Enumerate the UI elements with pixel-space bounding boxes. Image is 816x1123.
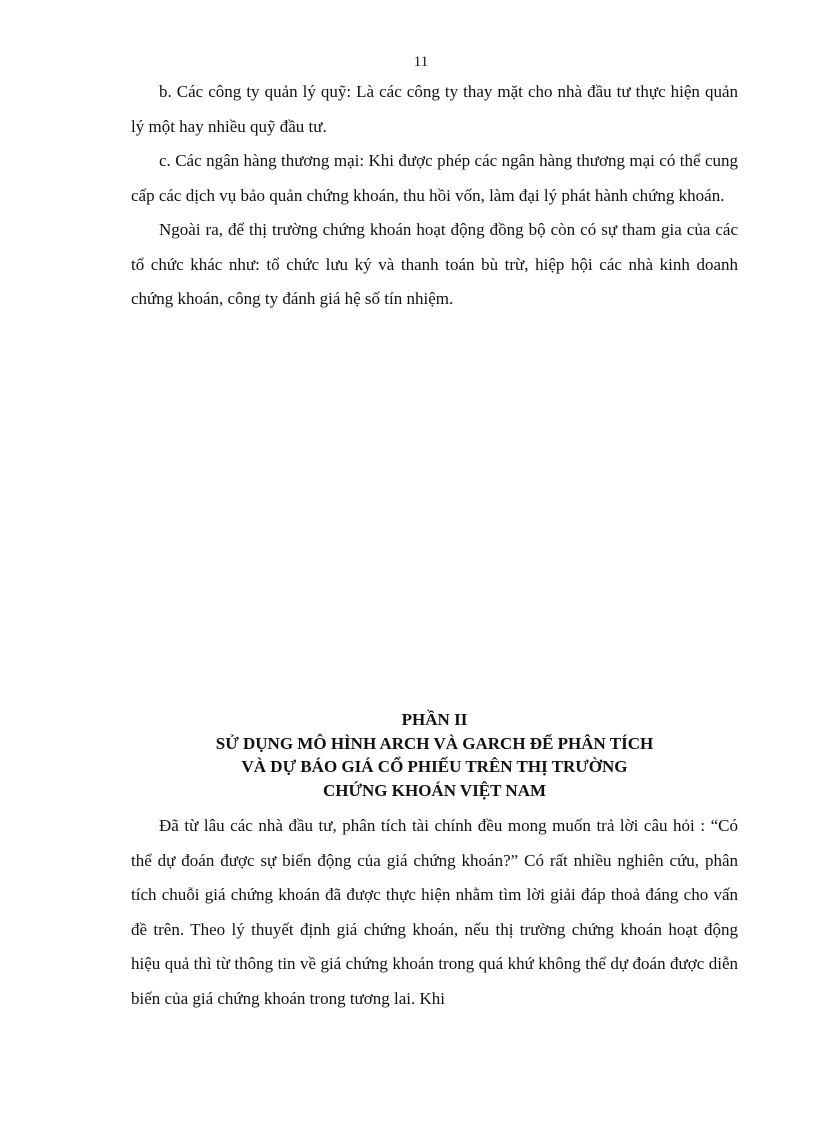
section-heading [131,708,738,802]
paragraph-commercial-banks: c. Các ngân hàng thương mại: Khi được phép các ngân hàng thương mại có thể cung cấp các dịch vụ bảo quản chứng khoán, thu hồi vốn, làm đại lý phát hành chứng khoán. [131,151,738,205]
paragraph-intro: Đã từ lâu các nhà đầu tư, phân tích tài chính đều mong muốn trả lời câu hỏi : “Có thể dự đoán được sự biến động của giá chứng khoán?” Có rất nhiều nghiên cứu, phân tích chuỗi giá chứng khoán đã được thực hiện nhằm tìm lời giải đáp thoả đáng cho vấn đề trên. Theo lý thuyết định giá chứng khoán, nếu thị trường chứng khoán hoạt động hiệu quả thì từ thông tin về giá chứng khoán trong quá khứ không thể dự đoán được diễn biến của giá chứng khoán trong tương lai. Khi [131,816,738,1008]
body-text-top [131,75,738,317]
section-title-line: VÀ DỰ BÁO GIÁ CỔ PHIẾU TRÊN THỊ TRƯỜNG [241,757,628,776]
body-text-bottom [131,809,738,1016]
section-title-line: CHỨNG KHOÁN VIỆT NAM [322,780,547,800]
paragraph-other-organizations: Ngoài ra, để thị trường chứng khoán hoạt động đồng bộ còn có sự tham gia của các tổ chức khác như: tổ chức lưu ký và thanh toán bù trừ, hiệp hội các nhà kinh doanh chứng khoán, công ty đánh giá hệ số tín nhiệm. [131,220,738,308]
part-label: PHẦN II [401,710,468,729]
section-title-line: SỬ DỤNG MÔ HÌNH ARCH VÀ GARCH ĐỂ PHÂN TÍCH [215,733,654,753]
page-number: 11 [413,54,429,70]
paragraph-fund-management: b. Các công ty quản lý quỹ: Là các công ty thay mặt cho nhà đầu tư thực hiện quản lý một hay nhiều quỹ đầu tư. [131,82,738,136]
